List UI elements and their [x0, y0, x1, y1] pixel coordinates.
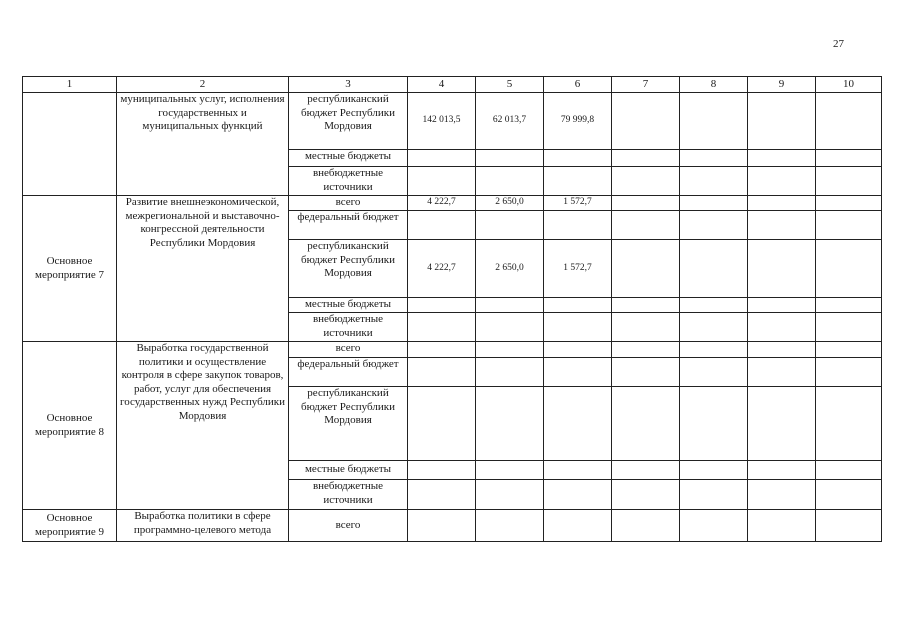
value-cell [476, 480, 544, 510]
empty-cell [680, 196, 748, 211]
empty-cell [680, 150, 748, 167]
funding-source: внебюджетные источники [289, 167, 408, 196]
empty-cell [748, 211, 816, 240]
table-row [23, 342, 882, 358]
value-cell [408, 510, 476, 542]
funding-source: федеральный бюджет [289, 358, 408, 387]
value-cell: 2 650,0 [476, 240, 544, 298]
column-header: 8 [680, 77, 748, 93]
value-cell: 2 650,0 [476, 196, 544, 211]
empty-cell [748, 480, 816, 510]
funding-source: внебюджетные источники [289, 313, 408, 342]
empty-cell [612, 211, 680, 240]
column-header: 4 [408, 77, 476, 93]
value-cell [476, 461, 544, 480]
value-cell: 79 999,8 [544, 93, 612, 150]
activity-name: Основное мероприятие 8 [23, 342, 117, 510]
empty-cell [816, 93, 882, 150]
column-header: 7 [612, 77, 680, 93]
table-row [23, 93, 882, 150]
empty-cell [748, 461, 816, 480]
empty-cell [816, 461, 882, 480]
empty-cell [612, 461, 680, 480]
empty-cell [612, 358, 680, 387]
empty-cell [748, 358, 816, 387]
value-cell [408, 342, 476, 358]
empty-cell [680, 93, 748, 150]
empty-cell [680, 461, 748, 480]
value-cell [408, 211, 476, 240]
empty-cell [816, 313, 882, 342]
empty-cell [680, 167, 748, 196]
empty-cell [816, 298, 882, 313]
value-cell: 1 572,7 [544, 196, 612, 211]
column-header: 10 [816, 77, 882, 93]
value-cell [544, 211, 612, 240]
empty-cell [816, 196, 882, 211]
value-cell [544, 358, 612, 387]
funding-source: всего [289, 342, 408, 358]
table-row [23, 196, 882, 211]
empty-cell [748, 313, 816, 342]
value-cell [544, 461, 612, 480]
funding-source: всего [289, 196, 408, 211]
value-cell [544, 387, 612, 461]
empty-cell [612, 387, 680, 461]
funding-source: всего [289, 510, 408, 542]
funding-source: внебюджетные источники [289, 480, 408, 510]
activity-name: Основное мероприятие 7 [23, 196, 117, 342]
value-cell [476, 167, 544, 196]
empty-cell [680, 211, 748, 240]
empty-cell [748, 196, 816, 211]
empty-cell [612, 480, 680, 510]
empty-cell [612, 313, 680, 342]
empty-cell [816, 480, 882, 510]
value-cell [544, 298, 612, 313]
column-header: 1 [23, 77, 117, 93]
column-header: 3 [289, 77, 408, 93]
empty-cell [680, 342, 748, 358]
funding-source: местные бюджеты [289, 461, 408, 480]
empty-cell [748, 150, 816, 167]
empty-cell [680, 240, 748, 298]
value-cell [476, 387, 544, 461]
value-cell: 62 013,7 [476, 93, 544, 150]
empty-cell [612, 196, 680, 211]
value-cell [544, 167, 612, 196]
empty-cell [816, 387, 882, 461]
empty-cell [612, 150, 680, 167]
empty-cell [680, 313, 748, 342]
page-number: 27 [833, 38, 844, 50]
column-header: 6 [544, 77, 612, 93]
value-cell: 1 572,7 [544, 240, 612, 298]
value-cell [408, 480, 476, 510]
activity-name [23, 93, 117, 196]
empty-cell [680, 387, 748, 461]
value-cell [544, 342, 612, 358]
activity-description: Выработка политики в сфере программно-целевого метода [117, 510, 289, 542]
empty-cell [816, 342, 882, 358]
empty-cell [816, 150, 882, 167]
value-cell [476, 150, 544, 167]
value-cell [408, 358, 476, 387]
activity-description: муниципальных услуг, исполнения государственных и муниципальных функций [117, 93, 289, 196]
empty-cell [680, 510, 748, 542]
value-cell [408, 150, 476, 167]
empty-cell [612, 240, 680, 298]
funding-source: местные бюджеты [289, 150, 408, 167]
empty-cell [816, 510, 882, 542]
value-cell [408, 461, 476, 480]
value-cell [544, 150, 612, 167]
empty-cell [612, 342, 680, 358]
value-cell [476, 510, 544, 542]
empty-cell [816, 358, 882, 387]
empty-cell [612, 167, 680, 196]
value-cell [544, 510, 612, 542]
column-header: 2 [117, 77, 289, 93]
value-cell [408, 298, 476, 313]
funding-source: республиканский бюджет Республики Мордовия [289, 93, 408, 150]
empty-cell [816, 167, 882, 196]
value-cell [408, 313, 476, 342]
funding-source: республиканский бюджет Республики Мордовия [289, 240, 408, 298]
empty-cell [748, 298, 816, 313]
funding-source: федеральный бюджет [289, 211, 408, 240]
empty-cell [612, 298, 680, 313]
column-header: 5 [476, 77, 544, 93]
empty-cell [748, 387, 816, 461]
column-header: 9 [748, 77, 816, 93]
value-cell [476, 342, 544, 358]
value-cell [408, 167, 476, 196]
value-cell: 4 222,7 [408, 196, 476, 211]
value-cell [476, 313, 544, 342]
empty-cell [748, 93, 816, 150]
funding-source: местные бюджеты [289, 298, 408, 313]
empty-cell [748, 510, 816, 542]
activity-description: Развитие внешнеэкономической, межрегиональной и выставочно-конгрессной деятельности Республики Мордовия [117, 196, 289, 342]
empty-cell [748, 167, 816, 196]
value-cell [544, 313, 612, 342]
table-header-row [23, 77, 882, 93]
value-cell: 142 013,5 [408, 93, 476, 150]
activity-description: Выработка государственной политики и осуществление контроля в сфере закупок товаров, работ, услуг для обеспечения государственных нужд Республики Мордовия [117, 342, 289, 510]
funding-source: республиканский бюджет Республики Мордовия [289, 387, 408, 461]
table-row [23, 510, 882, 542]
value-cell [408, 387, 476, 461]
value-cell: 4 222,7 [408, 240, 476, 298]
empty-cell [680, 298, 748, 313]
budget-table [22, 76, 882, 542]
empty-cell [612, 93, 680, 150]
empty-cell [680, 480, 748, 510]
value-cell [544, 480, 612, 510]
empty-cell [680, 358, 748, 387]
empty-cell [748, 342, 816, 358]
value-cell [476, 358, 544, 387]
value-cell [476, 298, 544, 313]
empty-cell [816, 211, 882, 240]
empty-cell [816, 240, 882, 298]
value-cell [476, 211, 544, 240]
empty-cell [748, 240, 816, 298]
empty-cell [612, 510, 680, 542]
activity-name: Основное мероприятие 9 [23, 510, 117, 542]
